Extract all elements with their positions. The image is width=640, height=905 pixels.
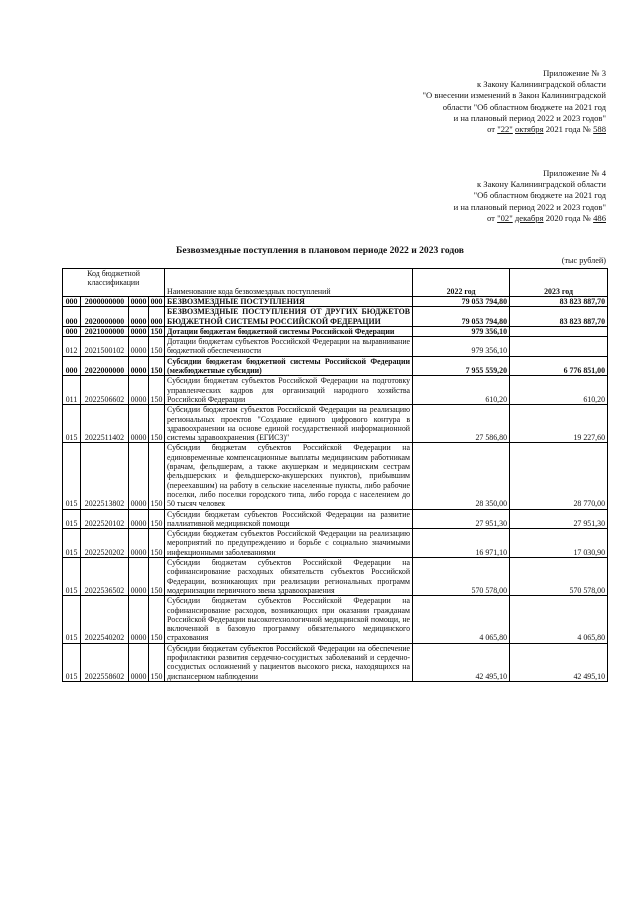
appendix-3-law-ref: к Закону Калининградской области bbox=[476, 79, 606, 90]
economic-code-cell: 150 bbox=[149, 326, 165, 336]
revenue-code-cell: 2022520202 bbox=[81, 529, 129, 558]
subtype-code-cell: 0000 bbox=[129, 307, 149, 327]
appendix-4-title: Приложение № 4 bbox=[543, 168, 606, 178]
name-cell: Субсидии бюджетам субъектов Российской Федерации на развитие паллиативной медицинской помощи bbox=[165, 509, 413, 529]
amount-2022-cell: 79 053 794,80 bbox=[413, 297, 510, 307]
revenue-code-cell: 2000000000 bbox=[81, 297, 129, 307]
admin-code-cell: 015 bbox=[63, 596, 81, 643]
subtype-code-cell: 0000 bbox=[129, 297, 149, 307]
appendix-3-date: от "22" октября 2021 года № 588 bbox=[487, 124, 606, 135]
subtype-code-cell: 0000 bbox=[129, 558, 149, 596]
amount-2022-cell: 979 356,10 bbox=[413, 337, 510, 357]
admin-code-cell: 000 bbox=[63, 307, 81, 327]
revenue-code-cell: 2022513802 bbox=[81, 443, 129, 509]
revenue-code-cell: 2022520102 bbox=[81, 509, 129, 529]
name-cell: Субсидии бюджетам субъектов Российской Федерации на реализацию мероприятий по предупреждению и борьбе с социально значимыми инфекционными заболеваниями bbox=[165, 529, 413, 558]
appendix-3-title: Приложение № 3 bbox=[543, 68, 606, 78]
header-name: Наименование кода безвозмездных поступлений bbox=[165, 269, 413, 297]
appendix-4-law-ref: к Закону Калининградской области bbox=[476, 179, 606, 190]
economic-code-cell: 000 bbox=[149, 297, 165, 307]
header-2023: 2023 год bbox=[510, 269, 608, 297]
amount-2022-cell: 79 053 794,80 bbox=[413, 307, 510, 327]
admin-code-cell: 015 bbox=[63, 558, 81, 596]
amount-2022-cell: 7 955 559,20 bbox=[413, 356, 510, 376]
admin-code-cell: 015 bbox=[63, 643, 81, 681]
economic-code-cell: 150 bbox=[149, 509, 165, 529]
revenue-code-cell: 2022540202 bbox=[81, 596, 129, 643]
amount-2023-cell: 28 770,00 bbox=[510, 443, 608, 509]
amount-2023-cell: 83 823 887,70 bbox=[510, 297, 608, 307]
table-row bbox=[63, 337, 608, 357]
name-cell: Субсидии бюджетам субъектов Российской Федерации на реализацию региональных проектов "Создание единого цифрового контура в здравоохранении на основе единой государственной информационной системы здравоохранения (ЕГИСЗ)" bbox=[165, 405, 413, 443]
revenue-table bbox=[62, 268, 608, 682]
amount-2023-cell: 19 227,60 bbox=[510, 405, 608, 443]
revenue-code-cell: 2022558602 bbox=[81, 643, 129, 681]
amount-2022-cell: 570 578,00 bbox=[413, 558, 510, 596]
amount-2023-cell: 83 823 887,70 bbox=[510, 307, 608, 327]
economic-code-cell: 150 bbox=[149, 356, 165, 376]
amount-2022-cell: 42 495,10 bbox=[413, 643, 510, 681]
admin-code-cell: 015 bbox=[63, 405, 81, 443]
table-row bbox=[63, 326, 608, 336]
name-cell: БЕЗВОЗМЕЗДНЫЕ ПОСТУПЛЕНИЯ ОТ ДРУГИХ БЮДЖЕТОВ БЮДЖЕТНОЙ СИСТЕМЫ РОССИЙСКОЙ ФЕДЕРАЦИИ bbox=[165, 307, 413, 327]
amount-2022-cell: 16 971,10 bbox=[413, 529, 510, 558]
table-body bbox=[63, 297, 608, 682]
name-cell: БЕЗВОЗМЕЗДНЫЕ ПОСТУПЛЕНИЯ bbox=[165, 297, 413, 307]
amount-2023-cell: 4 065,80 bbox=[510, 596, 608, 643]
amount-2023-cell: 17 030,90 bbox=[510, 529, 608, 558]
appendix-4-header bbox=[454, 168, 606, 224]
subtype-code-cell: 0000 bbox=[129, 405, 149, 443]
admin-code-cell: 012 bbox=[63, 337, 81, 357]
units-label: (тыс рублей) bbox=[561, 256, 606, 265]
amount-2023-cell bbox=[510, 326, 608, 336]
table-row bbox=[63, 596, 608, 643]
table-row bbox=[63, 356, 608, 376]
admin-code-cell: 015 bbox=[63, 509, 81, 529]
amount-2022-cell: 27 951,30 bbox=[413, 509, 510, 529]
subtype-code-cell: 0000 bbox=[129, 509, 149, 529]
economic-code-cell: 150 bbox=[149, 337, 165, 357]
table-row bbox=[63, 558, 608, 596]
amount-2023-cell: 6 776 851,00 bbox=[510, 356, 608, 376]
table-row bbox=[63, 443, 608, 509]
admin-code-cell: 000 bbox=[63, 297, 81, 307]
name-cell: Субсидии бюджетам бюджетной системы Российской Федерации (межбюджетные субсидии) bbox=[165, 356, 413, 376]
amount-2023-cell: 610,20 bbox=[510, 376, 608, 405]
appendix-4-date: от "02" декабря 2020 года № 486 bbox=[487, 212, 606, 223]
revenue-code-cell: 2022000000 bbox=[81, 356, 129, 376]
appendix-3-law-name-1: "О внесении изменений в Закон Калининградской bbox=[422, 90, 606, 101]
subtype-code-cell: 0000 bbox=[129, 443, 149, 509]
table-row bbox=[63, 297, 608, 307]
amount-2022-cell: 28 350,00 bbox=[413, 443, 510, 509]
amount-2022-cell: 27 586,80 bbox=[413, 405, 510, 443]
name-cell: Дотации бюджетам субъектов Российской Федерации на выравнивание бюджетной обеспеченности bbox=[165, 337, 413, 357]
amount-2023-cell: 42 495,10 bbox=[510, 643, 608, 681]
subtype-code-cell: 0000 bbox=[129, 643, 149, 681]
subtype-code-cell: 0000 bbox=[129, 596, 149, 643]
revenue-code-cell: 2021500102 bbox=[81, 337, 129, 357]
amount-2023-cell: 27 951,30 bbox=[510, 509, 608, 529]
economic-code-cell: 150 bbox=[149, 529, 165, 558]
table-row bbox=[63, 509, 608, 529]
appendix-3-law-name-3: и на плановый период 2022 и 2023 годов" bbox=[453, 112, 606, 123]
subtype-code-cell: 0000 bbox=[129, 529, 149, 558]
amount-2022-cell: 4 065,80 bbox=[413, 596, 510, 643]
admin-code-cell: 011 bbox=[63, 376, 81, 405]
document-title: Безвозмездные поступления в плановом периоде 2022 и 2023 годов bbox=[176, 245, 464, 256]
revenue-code-cell: 2020000000 bbox=[81, 307, 129, 327]
subtype-code-cell: 0000 bbox=[129, 356, 149, 376]
name-cell: Дотации бюджетам бюджетной системы Российской Федерации bbox=[165, 326, 413, 336]
economic-code-cell: 150 bbox=[149, 558, 165, 596]
table-row bbox=[63, 529, 608, 558]
header-code: Код бюджетной классификации bbox=[63, 269, 165, 297]
subtype-code-cell: 0000 bbox=[129, 326, 149, 336]
amount-2022-cell: 610,20 bbox=[413, 376, 510, 405]
economic-code-cell: 150 bbox=[149, 376, 165, 405]
amount-2023-cell: 570 578,00 bbox=[510, 558, 608, 596]
subtype-code-cell: 0000 bbox=[129, 337, 149, 357]
revenue-code-cell: 2021000000 bbox=[81, 326, 129, 336]
name-cell: Субсидии бюджетам субъектов Российской Федерации на софинансирование расходов, возникающих при оказании гражданам Российской Федерации высокотехнологичной медицинской помощи, не включенной в базовую программу обязательного медицинского страхования bbox=[165, 596, 413, 643]
header-2022: 2022 год bbox=[413, 269, 510, 297]
appendix-3-law-name-2: области "Об областном бюджете на 2021 год bbox=[442, 101, 606, 112]
subtype-code-cell: 0000 bbox=[129, 376, 149, 405]
appendix-4-law-name-1: "Об областном бюджете на 2021 год bbox=[473, 190, 606, 201]
table-row bbox=[63, 307, 608, 327]
name-cell: Субсидии бюджетам субъектов Российской Федерации на единовременные компенсационные выплаты медицинским работникам (врачам, фельдшерам, а также акушеркам и медицинским сестрам фельдшерских и фельдшерско-акушерских пунктов), прибывшим (переехавшим) на работу в сельские населенные пункты, либо рабочие поселки, либо поселки городского типа, либо города с населением до 50 тысяч человек bbox=[165, 443, 413, 509]
revenue-code-cell: 2022506602 bbox=[81, 376, 129, 405]
admin-code-cell: 000 bbox=[63, 326, 81, 336]
admin-code-cell: 000 bbox=[63, 356, 81, 376]
table-row bbox=[63, 643, 608, 681]
table-header-row bbox=[63, 269, 608, 297]
name-cell: Субсидии бюджетам субъектов Российской Федерации на обеспечение профилактики развития сердечно-сосудистых заболеваний и сердечно-сосудистых осложнений у пациентов высокого риска, находящихся на диспансерном наблюдении bbox=[165, 643, 413, 681]
revenue-code-cell: 2022536502 bbox=[81, 558, 129, 596]
revenue-code-cell: 2022511402 bbox=[81, 405, 129, 443]
table-row bbox=[63, 376, 608, 405]
appendix-3-header bbox=[423, 68, 606, 135]
economic-code-cell: 150 bbox=[149, 443, 165, 509]
economic-code-cell: 150 bbox=[149, 596, 165, 643]
admin-code-cell: 015 bbox=[63, 529, 81, 558]
table-row bbox=[63, 405, 608, 443]
economic-code-cell: 000 bbox=[149, 307, 165, 327]
economic-code-cell: 150 bbox=[149, 405, 165, 443]
admin-code-cell: 015 bbox=[63, 443, 81, 509]
amount-2022-cell: 979 356,10 bbox=[413, 326, 510, 336]
economic-code-cell: 150 bbox=[149, 643, 165, 681]
appendix-4-law-name-2: и на плановый период 2022 и 2023 годов" bbox=[453, 201, 606, 212]
amount-2023-cell bbox=[510, 337, 608, 357]
name-cell: Субсидии бюджетам субъектов Российской Федерации на подготовку управленческих кадров для организаций народного хозяйства Российской Федерации bbox=[165, 376, 413, 405]
name-cell: Субсидии бюджетам субъектов Российской Федерации на софинансирование расходных обязательств субъектов Российской Федерации, возникающих при реализации региональных программ модернизации первичного звена здравоохранения bbox=[165, 558, 413, 596]
